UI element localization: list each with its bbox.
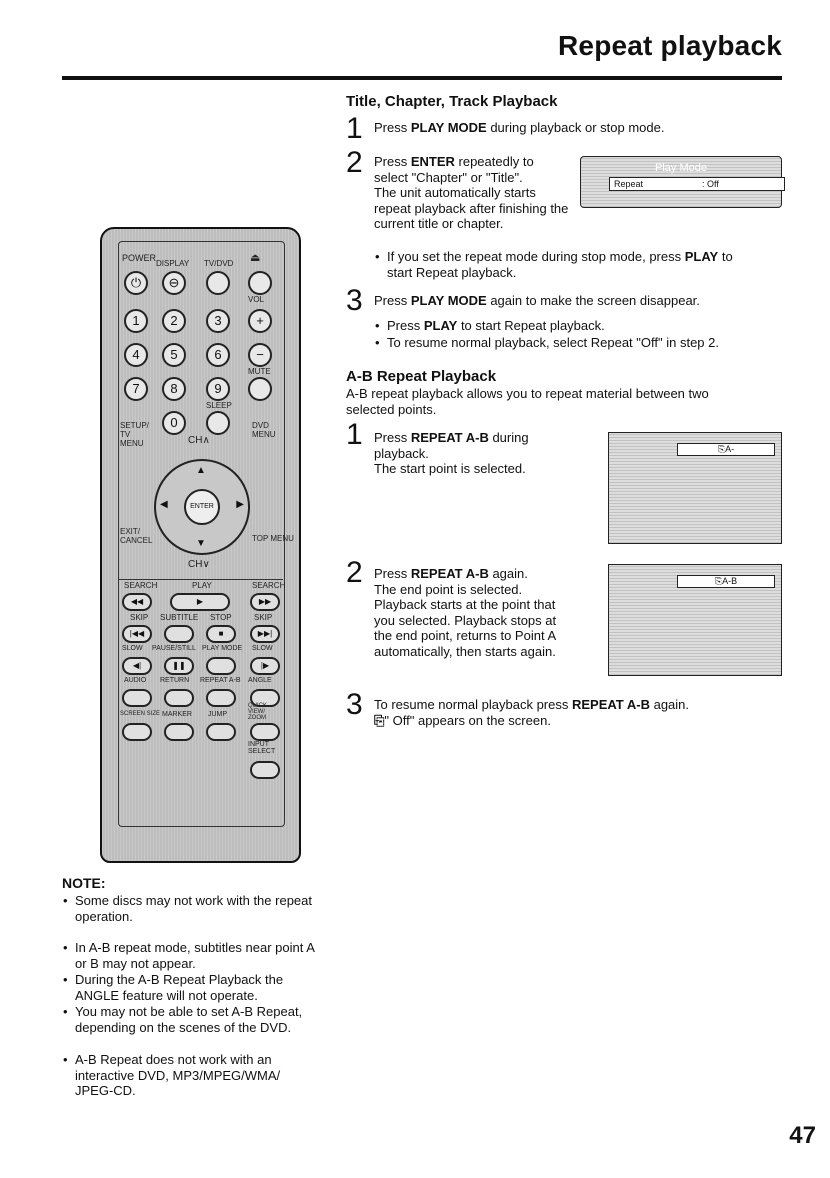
remote-illustration <box>100 227 301 863</box>
remote-label-exit: EXIT/ CANCEL <box>120 527 153 545</box>
section1-step2-text: Press ENTER repeatedly to select "Chapter" or "Title". The unit automatically starts repeat playback after finishing the current title or chapter. <box>374 154 569 231</box>
section1-step3-number: 3 <box>346 284 363 317</box>
section1-bullet1: • If you set the repeat mode during stop mode, press PLAY to start Repeat playback. <box>387 249 733 280</box>
section2-heading: A-B Repeat Playback <box>346 368 497 385</box>
slow-back-icon: ◀| <box>122 657 152 675</box>
dpad <box>154 459 250 555</box>
section2-step3-number: 3 <box>346 688 363 721</box>
digit-2: 2 <box>162 309 186 333</box>
sleep-button-icon <box>206 411 230 435</box>
remote-label-slow-l: SLOW <box>122 645 143 652</box>
remote-label-slow-r: SLOW <box>252 645 273 652</box>
remote-label-skip-r: SKIP <box>254 613 273 622</box>
subtitle-button-icon <box>164 625 194 643</box>
slow-forward-icon: |▶ <box>250 657 280 675</box>
up-arrow-icon: ▲ <box>196 465 206 476</box>
section1-bullet2: • Press PLAY to start Repeat playback. <box>387 318 605 334</box>
remote-label-vol: VOL <box>248 295 265 304</box>
display-button-icon: ⊖ <box>162 271 186 295</box>
note-item: • A-B Repeat does not work with an interactive DVD, MP3/MPEG/WMA/ JPEG-CD. <box>75 1052 315 1099</box>
remote-label-search-r: SEARCH <box>252 581 286 590</box>
remote-label-sleep: SLEEP <box>206 401 232 410</box>
section2-step1-text: Press REPEAT A-B during playback. The start point is selected. <box>374 430 529 476</box>
note-item: • Some discs may not work with the repeat operation. <box>75 893 315 924</box>
page-title: Repeat playback <box>558 30 782 61</box>
section2-step1-number: 1 <box>346 418 363 451</box>
remote-label-skip-l: SKIP <box>130 613 149 622</box>
remote-label-stop: STOP <box>210 613 232 622</box>
stop-icon: ■ <box>206 625 236 643</box>
section1-step1-text: Press PLAY MODE during playback or stop mode. <box>374 120 665 135</box>
section1-heading: Title, Chapter, Track Playback <box>346 93 558 110</box>
remote-label-search-l: SEARCH <box>124 581 158 590</box>
note-heading: NOTE: <box>62 875 106 891</box>
remote-label-pause: PAUSE/STILL <box>152 645 196 652</box>
remote-label-setup: SETUP/ TV MENU <box>120 421 149 448</box>
remote-label-input: INPUT SELECT <box>248 741 276 755</box>
section1-step2-number: 2 <box>346 146 363 179</box>
pause-icon: ❚❚ <box>164 657 194 675</box>
remote-label-repeat: REPEAT A-B <box>200 677 241 684</box>
repeat-icon: ⎘ <box>374 712 385 728</box>
title-rule <box>62 76 782 80</box>
mute-button-icon <box>248 377 272 401</box>
remote-label-power: POWER <box>122 253 157 263</box>
rewind-icon: ◀◀ <box>122 593 152 611</box>
remote-label-dvdmenu: DVD MENU <box>252 421 276 439</box>
remote-label-subtitle: SUBTITLE <box>160 613 199 622</box>
note-item: • You may not be able to set A-B Repeat, depending on the scenes of the DVD. <box>75 1004 320 1035</box>
return-button-icon <box>164 689 194 707</box>
remote-label-playmode: PLAY MODE <box>202 645 243 652</box>
right-arrow-icon: ▶ <box>236 499 244 510</box>
vol-up-icon: + <box>248 309 272 333</box>
zoom-button-icon <box>250 723 280 741</box>
remote-label-topmenu: TOP MENU <box>252 534 294 543</box>
remote-label-marker: MARKER <box>162 711 192 718</box>
section1-step3-text: Press PLAY MODE again to make the screen disappear. <box>374 293 700 308</box>
power-button-icon: ⏻ <box>124 271 148 295</box>
digit-4: 4 <box>124 343 148 367</box>
playmode-button-icon <box>206 657 236 675</box>
section1-bullet3: • To resume normal playback, select Repeat "Off" in step 2. <box>387 335 719 351</box>
osd-repeat-row: Repeat : Off <box>609 177 785 191</box>
digit-7: 7 <box>124 377 148 401</box>
enter-button: ENTER <box>184 489 220 525</box>
remote-label-display: DISPLAY <box>156 259 190 268</box>
remote-label-jump: JUMP <box>208 711 228 718</box>
digit-3: 3 <box>206 309 230 333</box>
ab-end-osd <box>608 564 782 676</box>
ab-start-indicator: ⎘A- <box>677 443 775 456</box>
note-item: • During the A-B Repeat Playback the ANGLE feature will not operate. <box>75 972 315 1003</box>
tvdvd-button-icon <box>206 271 230 295</box>
section2-intro: A-B repeat playback allows you to repeat material between two selected points. <box>346 386 709 417</box>
section2-step3-text: To resume normal playback press REPEAT A-B again. ⎘" Off" appears on the screen. <box>374 697 690 728</box>
vol-down-icon: − <box>248 343 272 367</box>
ab-start-osd <box>608 432 782 544</box>
digit-0: 0 <box>162 411 186 435</box>
down-arrow-icon: ▼ <box>196 538 206 549</box>
audio-button-icon <box>122 689 152 707</box>
input-button-icon <box>250 761 280 779</box>
section2-step2-number: 2 <box>346 556 363 589</box>
remote-label-tvdvd: TV/DVD <box>204 259 234 268</box>
remote-label-angle: ANGLE <box>248 677 272 684</box>
digit-5: 5 <box>162 343 186 367</box>
remote-label-mute: MUTE <box>248 367 271 376</box>
eject-icon: ⏏ <box>250 252 261 264</box>
remote-label-screensize: SCREEN SIZE <box>120 711 161 717</box>
remote-label-audio: AUDIO <box>124 677 147 684</box>
digit-8: 8 <box>162 377 186 401</box>
repeat-icon: ⎘ <box>714 576 723 586</box>
fast-forward-icon: ▶▶ <box>250 593 280 611</box>
skip-back-icon: |◀◀ <box>122 625 152 643</box>
digit-1: 1 <box>124 309 148 333</box>
play-icon: ▶ <box>170 593 230 611</box>
skip-forward-icon: ▶▶| <box>250 625 280 643</box>
ab-end-indicator: ⎘A-B <box>677 575 775 588</box>
note-item: • In A-B repeat mode, subtitles near point A or B may not appear. <box>75 940 315 971</box>
repeat-icon: ⎘ <box>717 444 726 454</box>
repeat-button-icon <box>206 689 236 707</box>
section1-step1-number: 1 <box>346 112 363 145</box>
screensize-button-icon <box>122 723 152 741</box>
remote-label-return: RETURN <box>160 677 190 684</box>
remote-label-chup: CH∧ <box>188 435 210 446</box>
remote-label-play: PLAY <box>192 581 212 590</box>
osd-title: Play Mode <box>655 162 707 174</box>
digit-9: 9 <box>206 377 230 401</box>
page-number: 47 <box>789 1122 816 1149</box>
digit-6: 6 <box>206 343 230 367</box>
remote-label-chdown: CH∨ <box>188 559 210 570</box>
play-mode-osd <box>580 156 782 208</box>
section2-step2-text: Press REPEAT A-B again. The end point is selected. Playback starts at the point that you selected. Playback stops at the end point, returns to Point A automatically, then starts again. <box>374 566 557 659</box>
jump-button-icon <box>206 723 236 741</box>
remote-label-quickview: QUICK VIEW/ ZOOM <box>248 703 268 721</box>
marker-button-icon <box>164 723 194 741</box>
eject-button-icon <box>248 271 272 295</box>
left-arrow-icon: ◀ <box>160 499 168 510</box>
